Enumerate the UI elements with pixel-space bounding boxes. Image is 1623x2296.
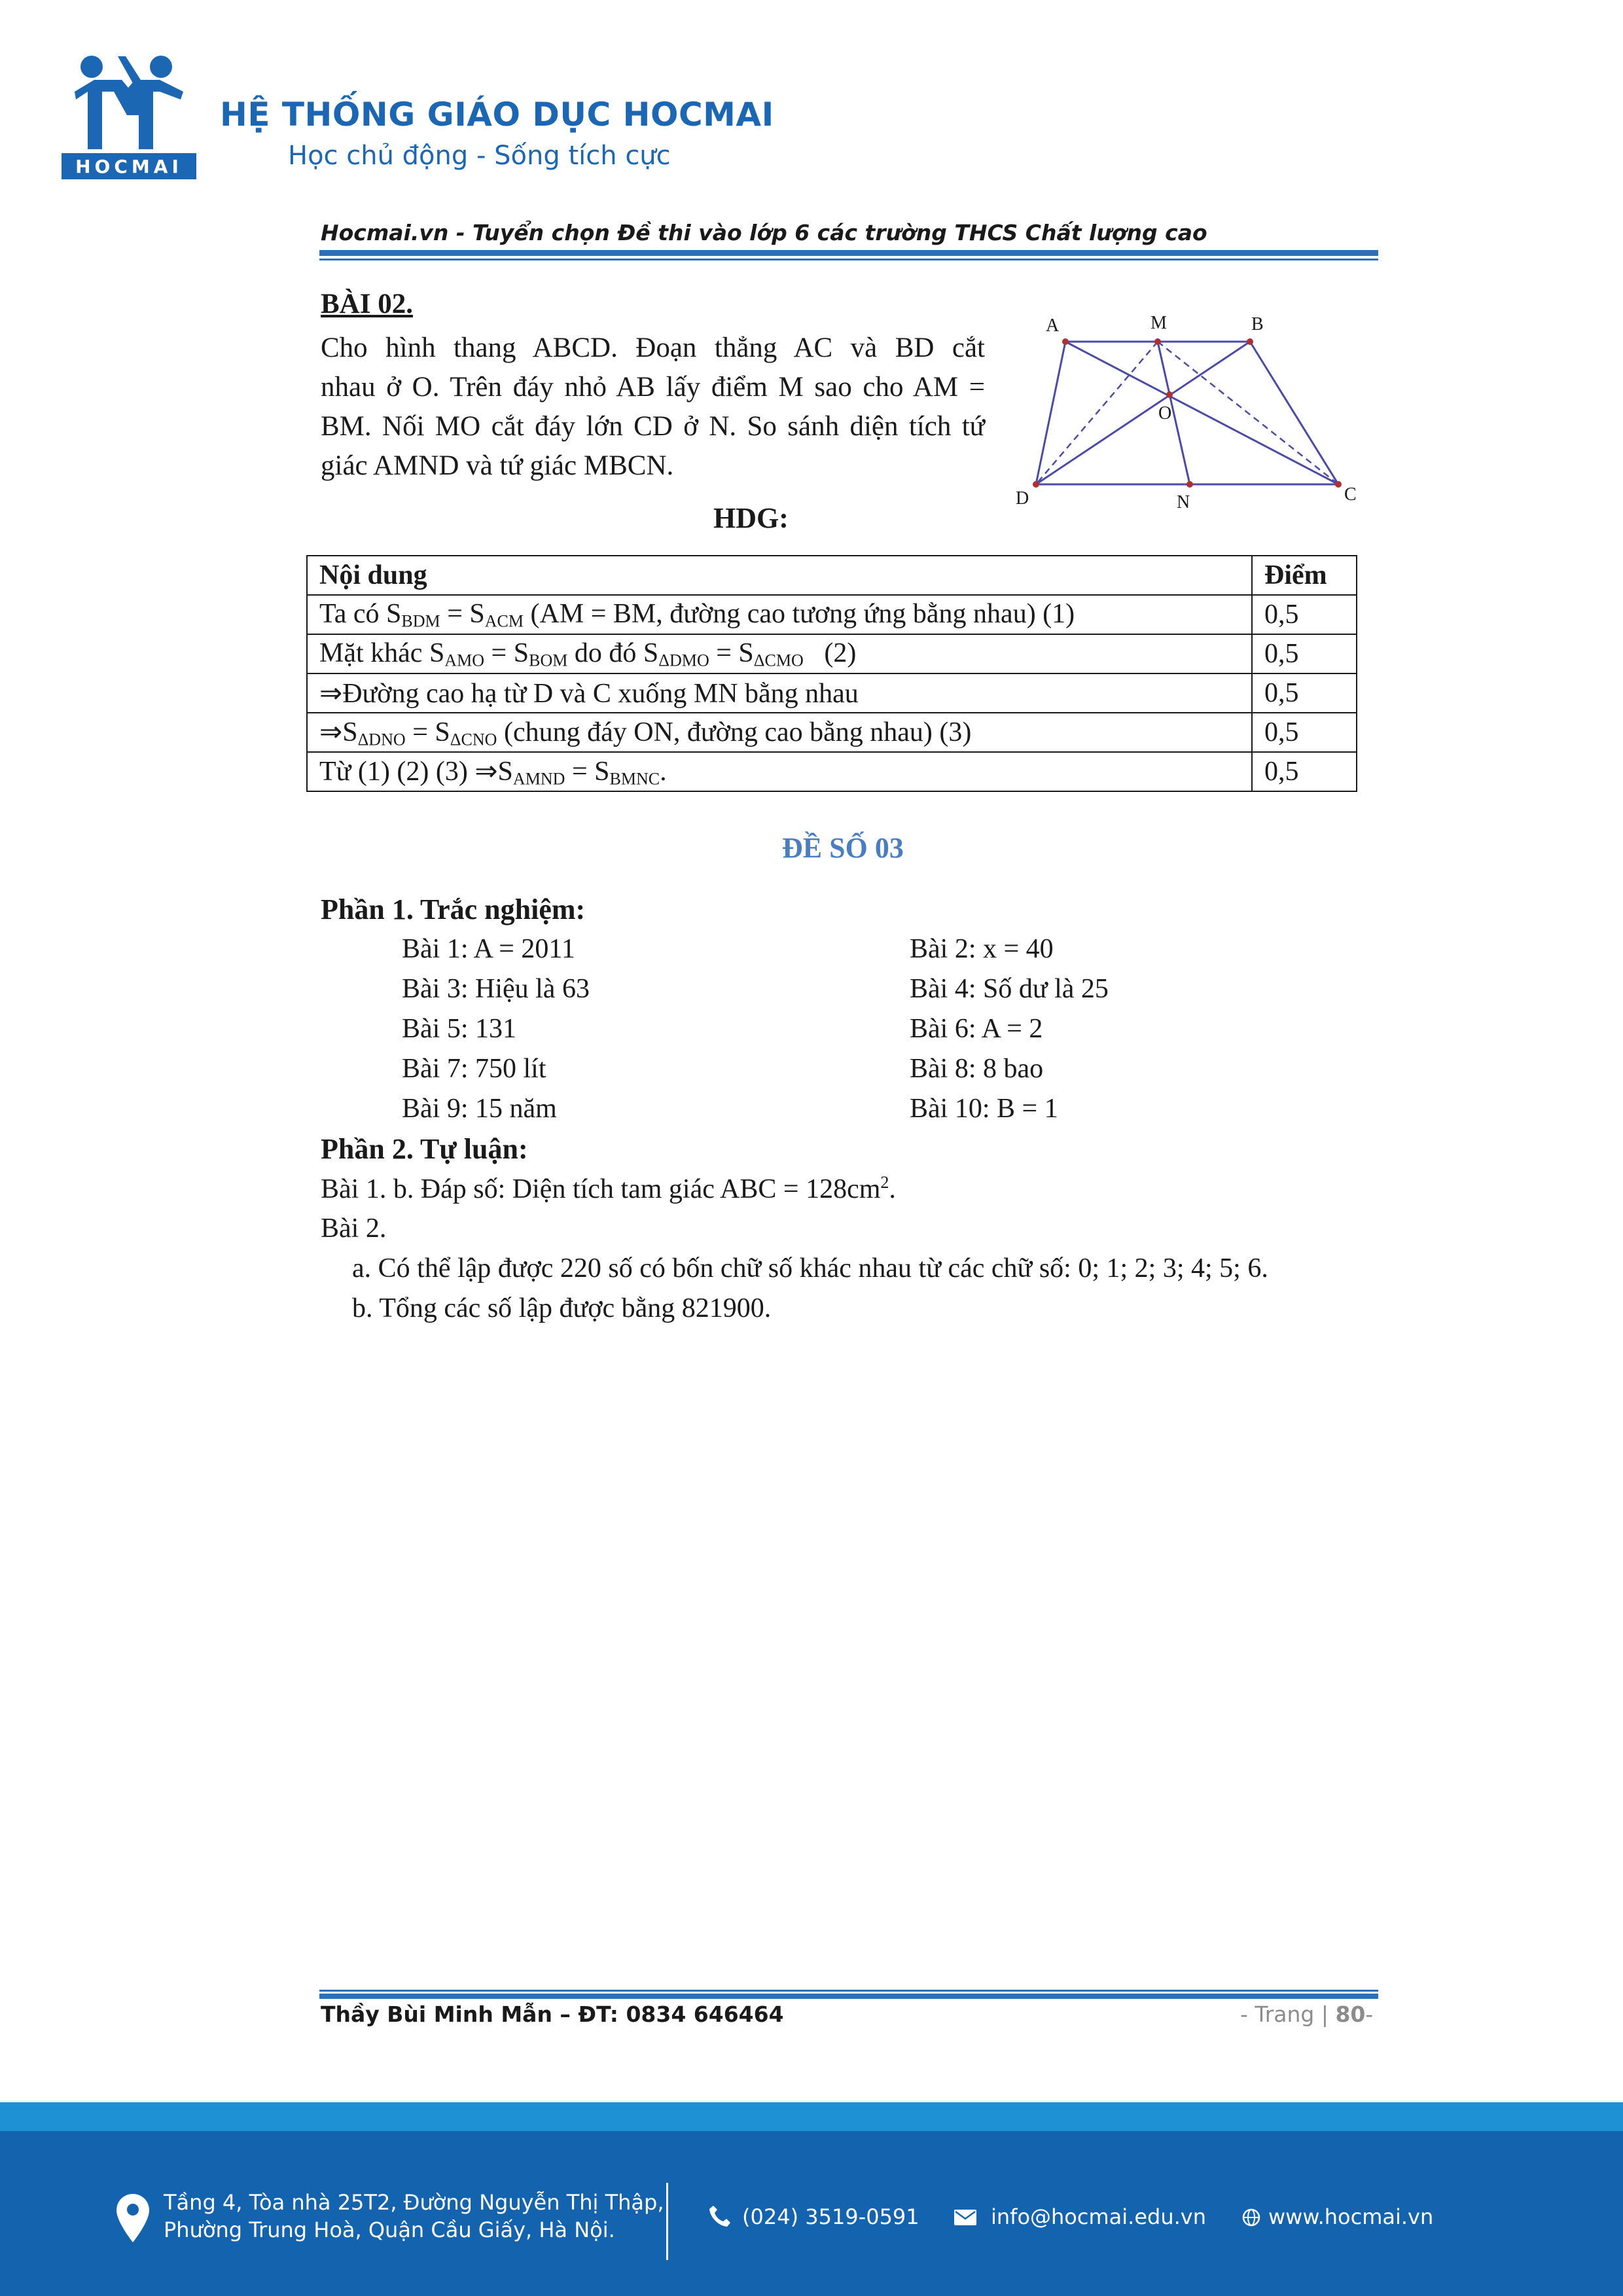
problem-statement — [321, 329, 985, 486]
footer-band-light — [0, 2102, 1623, 2131]
part1-title: Phần 1. Trắc nghiệm: — [321, 893, 586, 925]
row-content: ⇒Đường cao hạ từ D và C xuống MN bằng nhau — [307, 673, 1252, 713]
phone-icon — [708, 2204, 732, 2231]
problem-line: giác AMND và tứ giác MBCN. — [321, 450, 674, 481]
label-b: B — [1251, 314, 1264, 334]
answer-item: Bài 7: 750 lít — [402, 1054, 546, 1084]
globe-icon — [1242, 2208, 1260, 2230]
phone-number[interactable]: (024) 3519-0591 — [742, 2204, 919, 2229]
label-c: C — [1344, 484, 1357, 505]
row-score: 0,5 — [1252, 634, 1357, 673]
logo-text: HOCMAI — [75, 156, 183, 177]
answer-item: Bài 4: Số dư là 25 — [910, 974, 1109, 1004]
row-content: $\Rightarrow S_{\Delta DNO} = S_{\Delta CNO}$ (chung đáy ON, đường cao bằng nhau) (3) — [307, 713, 1252, 752]
hocmai-logo — [62, 51, 196, 179]
answer-item: Bài 9: 15 năm — [402, 1094, 557, 1124]
location-icon — [116, 2194, 149, 2246]
part2-title: Phần 2. Tự luận: — [321, 1133, 528, 1165]
table-row — [307, 752, 1357, 791]
answer-item: Bài 3: Hiệu là 63 — [402, 974, 590, 1004]
answers-title: ĐỀ SỐ 03 — [782, 832, 904, 864]
address-line-1: Tầng 4, Tòa nhà 25T2, Đường Nguyễn Thị Thập, — [164, 2190, 664, 2215]
header-rule — [319, 250, 1378, 256]
part2-bai2-a: a. Có thể lập được 220 số có bốn chữ số khác nhau từ các chữ số: 0; 1; 2; 3; 4; 5; 6. — [352, 1253, 1268, 1283]
row-score: 0,5 — [1252, 752, 1357, 791]
answer-item: Bài 5: 131 — [402, 1014, 516, 1044]
row-content: Từ (1) (2) (3) $\Rightarrow S_{AMND} = S_{BMNC}$. — [307, 752, 1252, 791]
row-score: 0,5 — [1252, 673, 1357, 713]
problem-line: nhau ở O. Trên đáy nhỏ AB lấy điểm M sao cho AM = — [321, 372, 985, 403]
row-score: 0,5 — [1252, 713, 1357, 752]
running-head: Hocmai.vn - Tuyển chọn Đề thi vào lớp 6 các trường THCS Chất lượng cao — [321, 220, 1207, 245]
problem-line: BM. Nối MO cắt đáy lớn CD ở N. So sánh diện tích tứ — [321, 411, 985, 442]
label-a: A — [1046, 315, 1060, 336]
footer-rule-thin — [319, 1990, 1378, 1992]
part2-bai1: Bài 1. b. Đáp số: Diện tích tam giác ABC = $128cm^2$. — [321, 1173, 896, 1204]
table-row — [307, 634, 1357, 673]
solution-heading: HDG: — [713, 502, 789, 534]
score-table — [306, 555, 1357, 792]
page-number: - Trang | 80- — [1240, 2001, 1374, 2027]
answer-item: Bài 1: A = 2011 — [402, 934, 575, 964]
row-content: Mặt khác $S_{AMO} = S_{BOM}$ do đó $S_{\Delta DMO} = S_{\Delta CMO}$ (2) — [307, 634, 1252, 673]
part2-bai2: Bài 2. — [321, 1213, 387, 1244]
table-row — [307, 595, 1357, 634]
footer-rule — [319, 1994, 1378, 1999]
table-row — [307, 673, 1357, 713]
trapezoid-diagram — [1008, 308, 1374, 517]
label-n: N — [1177, 492, 1190, 512]
col-score-header: Điểm — [1252, 556, 1357, 595]
brand-title: HỆ THỐNG GIÁO DỤC HOCMAI — [220, 96, 774, 134]
table-row — [307, 713, 1357, 752]
problem-line: Cho hình thang ABCD. Đoạn thẳng AC và BD cắt — [321, 332, 985, 363]
label-o: O — [1158, 403, 1172, 423]
table-header-row — [307, 556, 1357, 595]
footer-divider — [666, 2183, 668, 2260]
answer-item: Bài 8: 8 bao — [910, 1054, 1044, 1084]
problem-title: BÀI 02. — [321, 289, 413, 319]
answer-item: Bài 6: A = 2 — [910, 1014, 1043, 1044]
part2-bai2-b: b. Tổng các số lập được bằng 821900. — [352, 1293, 772, 1323]
brand-slogan: Học chủ động - Sống tích cực — [288, 141, 671, 171]
row-score: 0,5 — [1252, 595, 1357, 634]
answer-item: Bài 10: B = 1 — [910, 1094, 1058, 1124]
address-line-2: Phường Trung Hoà, Quận Cầu Giấy, Hà Nội. — [164, 2217, 615, 2242]
email-icon — [954, 2210, 976, 2229]
header-rule-thin — [319, 259, 1378, 260]
teacher-info: Thầy Bùi Minh Mẫn – ĐT: 0834 646464 — [321, 2001, 784, 2027]
answer-item: Bài 2: x = 40 — [910, 934, 1054, 964]
col-content-header: Nội dung — [307, 556, 1252, 595]
label-m: M — [1150, 313, 1167, 333]
row-content: Ta có $S_{BDM} = S_{ACM}$ (AM = BM, đường cao tương ứng bằng nhau) (1) — [307, 595, 1252, 634]
website-link[interactable]: www.hocmai.vn — [1268, 2204, 1434, 2229]
email-address[interactable]: info@hocmai.edu.vn — [991, 2204, 1206, 2229]
label-d: D — [1016, 488, 1029, 509]
